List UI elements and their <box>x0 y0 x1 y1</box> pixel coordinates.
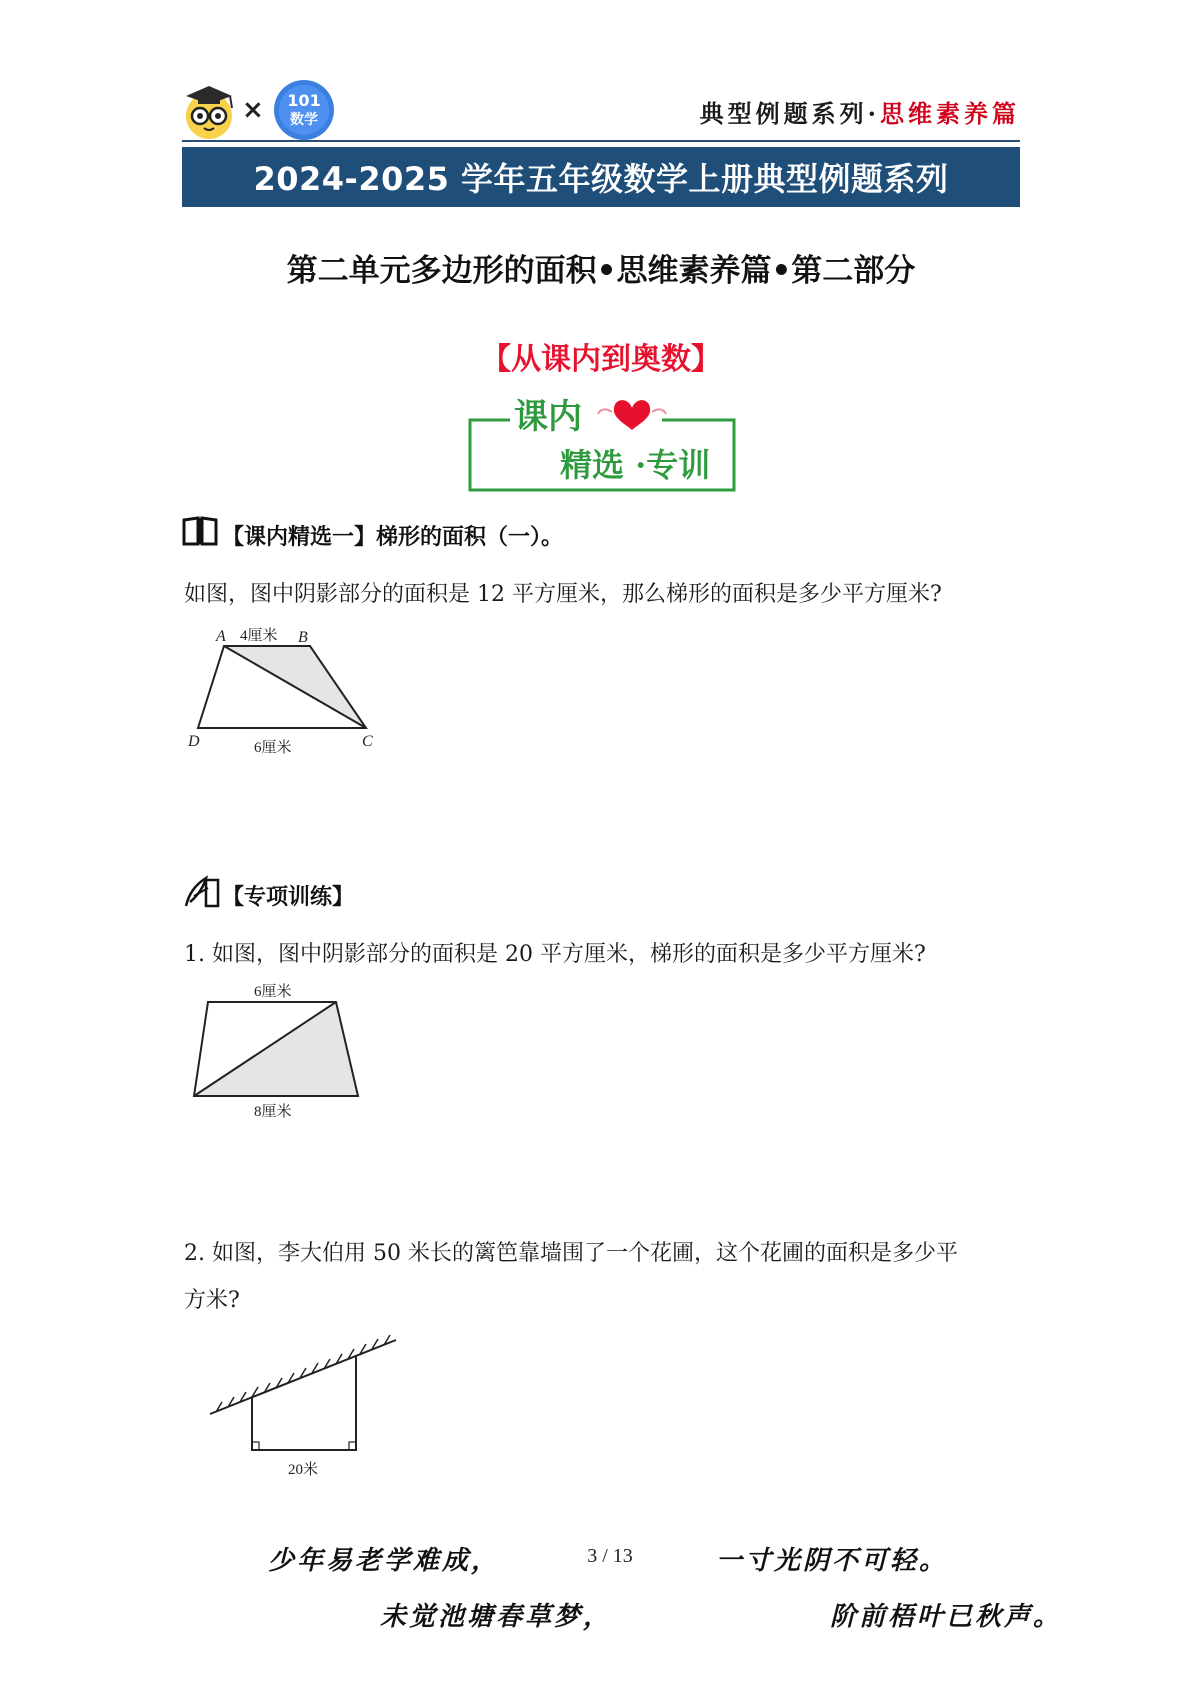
fence-length-label: 20米 <box>288 1462 319 1478</box>
question-2-line1: 2. 如图，李大伯用 50 米长的篱笆靠墙围了一个花圃，这个花圃的面积是多少平 <box>184 1241 958 1266</box>
question-2-line2: 方米? <box>184 1288 240 1313</box>
trapezoid-figure-2 <box>186 982 366 1122</box>
bottom-length-label: 6厘米 <box>254 740 292 756</box>
times-sign: × <box>242 95 264 125</box>
question-1: 1. 如图，图中阴影部分的面积是 20 平方厘米，梯形的面积是多少平方厘米? <box>184 942 926 967</box>
open-book-icon <box>180 514 220 548</box>
badge-line1: 课内 <box>514 397 582 437</box>
section2-title: 【专项训练】 <box>222 885 355 910</box>
series-title <box>690 94 1020 129</box>
series-title-black: 典型例题系列· <box>699 99 880 128</box>
top-length-label: 4厘米 <box>240 628 278 644</box>
shaded-triangle-2 <box>194 1002 358 1096</box>
garden-wall-figure <box>206 1326 406 1486</box>
banner-title: 2024-2025 学年五年级数学上册典型例题系列 <box>182 147 1020 207</box>
wall-line <box>210 1340 396 1414</box>
poem-line-1: 少年易老学难成， <box>268 1546 501 1576</box>
poem-line-2: 一寸光阴不可轻。 <box>716 1546 949 1576</box>
logo-101-word: 数学 <box>290 112 318 128</box>
section-red-title: 【从课内到奥数】 <box>481 342 721 377</box>
poem-line-3: 未觉池塘春草梦， <box>380 1602 613 1632</box>
bottom-length-label-2: 8厘米 <box>254 1104 292 1120</box>
vertex-A: A <box>216 628 226 645</box>
owl-logo-icon <box>182 80 236 140</box>
section1-title: 【课内精选一】梯形的面积（一）。 <box>222 525 564 550</box>
heart-icon <box>598 400 666 430</box>
math-101-logo-icon <box>272 78 336 142</box>
trapezoid-figure-1 <box>180 618 380 758</box>
unit-subtitle: 第二单元多边形的面积•思维素养篇•第二部分 <box>286 253 916 289</box>
series-title-red: 思维素养篇 <box>880 99 1020 128</box>
top-length-label-2: 6厘米 <box>254 984 292 1000</box>
course-badge <box>462 386 742 494</box>
quill-pen-icon <box>180 874 220 908</box>
right-angle-mark-right <box>349 1442 356 1450</box>
page-number: 3 / 13 <box>587 1545 633 1567</box>
vertex-D: D <box>188 733 200 750</box>
poem-line-4: 阶前梧叶已秋声。 <box>830 1602 1063 1632</box>
vertex-C: C <box>362 733 373 750</box>
header-divider <box>182 140 1020 142</box>
vertex-B: B <box>298 629 308 646</box>
logo-101-number: 101 <box>287 91 321 110</box>
right-angle-mark-left <box>252 1442 259 1450</box>
badge-line2: 精选 ·专训 <box>560 446 711 484</box>
section1-question: 如图，图中阴影部分的面积是 12 平方厘米，那么梯形的面积是多少平方厘米? <box>184 582 942 607</box>
